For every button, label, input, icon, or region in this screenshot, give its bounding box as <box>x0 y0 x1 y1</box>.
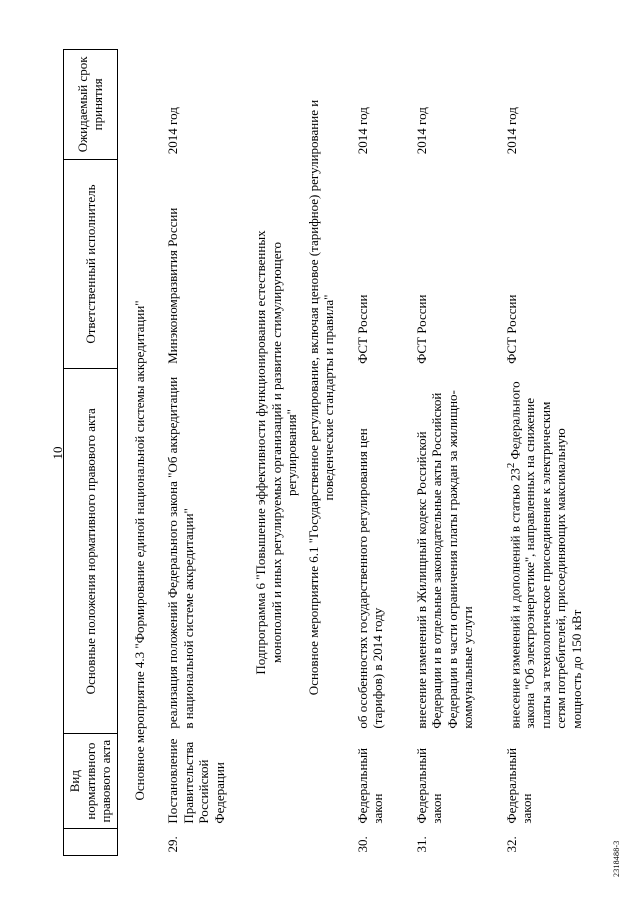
header-act-type: Вид нормативного правового акта <box>64 734 118 829</box>
row-act-type: Федеральный закон <box>503 747 534 824</box>
provisions-text-part1: внесение изменений и дополнений в статью 23 <box>506 468 522 729</box>
table-row <box>149 50 239 856</box>
table-row <box>488 50 597 856</box>
row-executor: ФСТ России <box>354 294 370 364</box>
provisions-text-part2: Федерального закона "Об электроэнергетике", направленных на снижение платы за технологическое присоединение к электрическим сетям потребителей, присоединяющих максимальную мощность до 150 кВт <box>506 381 584 729</box>
row-act-type: Федеральный закон <box>354 747 385 824</box>
row-act-type: Федеральный закон <box>413 747 444 824</box>
header-executor: Ответственный исполнитель <box>64 159 118 369</box>
table-header-row <box>64 50 118 856</box>
document-id: 2318488-3 <box>612 840 621 877</box>
section-row <box>117 50 149 856</box>
row-number: 32. <box>503 836 519 853</box>
section-row <box>302 50 339 856</box>
row-act-type: Постановление Правительства Российской Федерации <box>165 738 227 824</box>
page-number: 10 <box>50 446 65 460</box>
row-deadline: 2014 год <box>165 107 180 155</box>
subprogram-heading-6: Подпрограмма 6 "Повышение эффективности функционирования естественных монополий и иных регулируемых организаций и развитие стимулирующего регулирования" <box>253 230 299 675</box>
section-heading-6-1: Основное мероприятие 6.1 "Государственное регулирование, включая ценовое (тарифное) регулирование и поведенческие стандарты и правила" <box>305 99 336 696</box>
header-num <box>64 829 118 856</box>
section-row <box>239 50 302 856</box>
row-deadline: 2014 год <box>413 107 429 155</box>
header-provisions: Основные положения нормативного правового акта <box>64 369 118 734</box>
section-heading-4-3: Основное мероприятие 4.3 "Формирование единой национальной системы аккредитации" <box>131 300 147 801</box>
row-provisions: реализация положений Федерального закона "Об аккредитации в национальной системе аккредитации" <box>165 376 196 729</box>
header-deadline: Ожидаемый срок принятия <box>64 50 118 160</box>
row-executor: Минэкономразвития России <box>165 207 180 364</box>
row-executor: ФСТ России <box>413 294 429 364</box>
row-number: 30. <box>354 836 370 853</box>
row-number: 31. <box>413 836 429 853</box>
row-provisions: внесение изменений в Жилищный кодекс Российской Федерации и в отдельные законодательные акты Российской Федерации в части ограничения платы граждан за жилищно-коммунальные услуги <box>413 390 475 729</box>
legal-acts-table <box>63 49 596 856</box>
article-superscript: 2 <box>504 462 517 469</box>
row-deadline: 2014 год <box>503 107 519 155</box>
row-provisions: об особенностях государственного регулирования цен (тарифов) в 2014 году <box>354 428 385 729</box>
row-provisions <box>488 369 597 734</box>
row-deadline: 2014 год <box>354 107 370 155</box>
row-executor: ФСТ России <box>503 294 519 364</box>
table-row <box>398 50 488 856</box>
table-row <box>339 50 398 856</box>
row-number: 29. <box>165 836 180 853</box>
